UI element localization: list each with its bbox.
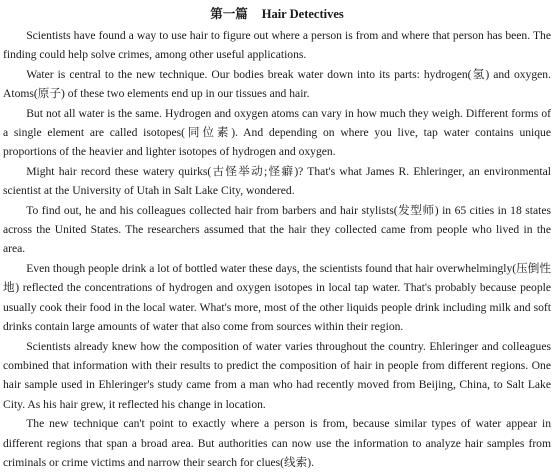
article-number: 第一篇 xyxy=(210,7,248,21)
paragraph-4: Might hair record these watery quirks(古怪举动;怪癖)? That's what James R. Ehleringer, an environmental scientist at the University of Utah in Salt Lake City, wondered. xyxy=(3,164,551,198)
paragraph-2: Water is central to the new technique. Our bodies break water down into its parts: hydrogen(氢) and oxygen. Atoms(原子) of these two elements end up in our tissues and hair. xyxy=(3,67,551,101)
paragraph-5: To find out, he and his colleagues collected hair from barbers and hair stylists(发型师) in 65 cities in 18 states across the United States. The researchers assumed that the hair they collected came from people who lived in the area. xyxy=(3,203,551,256)
paragraph-1: Scientists have found a way to use hair to figure out where a person is from and where that person has been. The finding could help solve crimes, among other useful applications. xyxy=(3,29,551,62)
paragraph-7: Scientists already knew how the composition of water varies throughout the country. Ehleringer and colleagues combined that information with their results to predict the composition of hair in people from different regions. One hair sample used in Ehleringer's study came from a man who had recently moved from Beijing, China, to Salt Lake City. As his hair grew, it reflected his change in location. xyxy=(3,339,551,411)
article-body xyxy=(3,26,551,472)
paragraph-3: But not all water is the same. Hydrogen and oxygen atoms can vary in how much they weigh. Different forms of a single element are called isotopes(同位素). And depending on where you live, tap water contains unique proportions of the heavier and lighter isotopes of hydrogen and oxygen. xyxy=(3,106,551,159)
paragraph-8: The new technique can't point to exactly where a person is from, because similar types of water appear in different regions that span a broad area. But authorities can now use the information to analyze hair samples from criminals or crime victims and narrow their search for clues(线索). xyxy=(3,417,551,469)
article-title-text: Hair Detectives xyxy=(261,7,344,21)
paragraph-6: Even though people drink a lot of bottled water these days, the scientists found that hair overwhelmingly(压倒性地) reflected the concentrations of hydrogen and oxygen isotopes in local tap water. That's probably because people usually cook their food in the local water. What's more, most of the other liquids people drink including milk and soft drinks contain large amounts of water that also come from sources within their region. xyxy=(3,261,551,334)
article-title xyxy=(3,4,551,24)
